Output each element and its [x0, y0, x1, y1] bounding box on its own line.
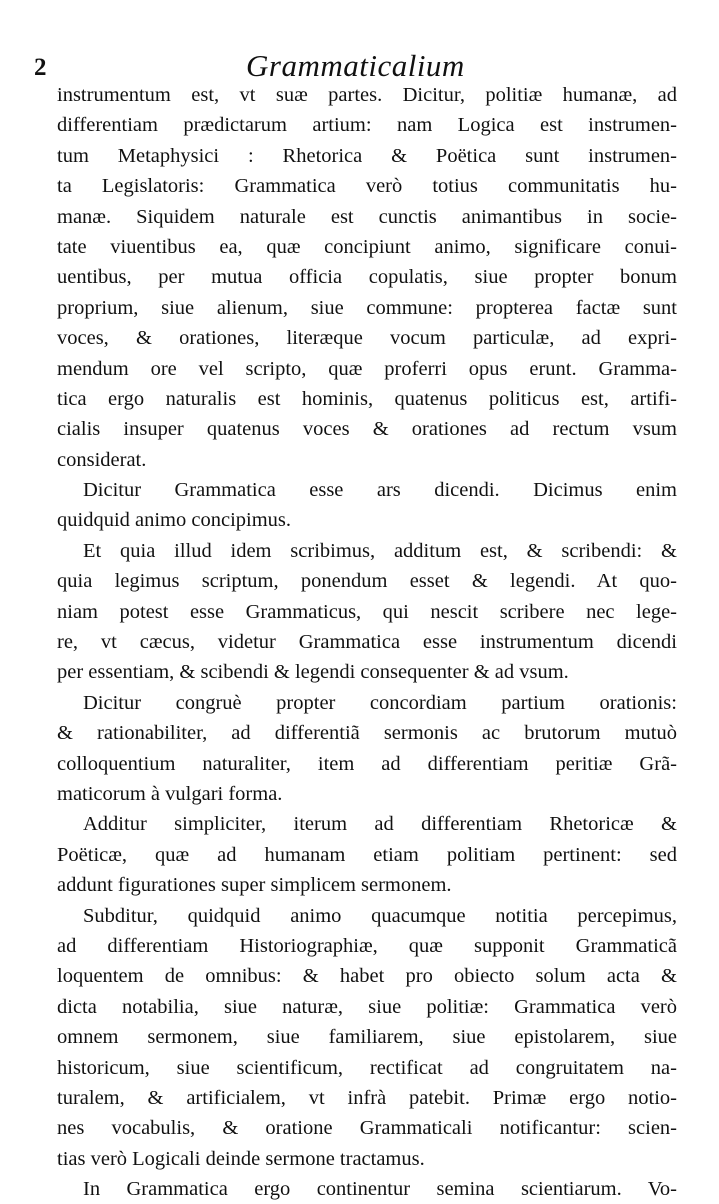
text-line: Subditur, quidquid animo quacumque notitia percepimus, [83, 904, 677, 927]
text-line: niam potest esse Grammaticus, qui nescit scribere nec lege- [57, 600, 677, 623]
text-line: colloquentium naturaliter, item ad differentiam peritiæ Grã- [57, 752, 677, 775]
text-line: differentiam prædictarum artium: nam Logica est instrumen- [57, 114, 677, 137]
page-number: 2 [34, 54, 47, 81]
text-line: omnem sermonem, siue familiarem, siue epistolarem, siue [57, 1026, 677, 1049]
text-line: addunt figurationes super simplicem sermonem. [57, 874, 452, 897]
text-line: Dicitur congruè propter concordiam partium orationis: [83, 691, 677, 714]
text-line: dicta notabilia, siue naturæ, siue politiæ: Grammatica verò [57, 995, 677, 1018]
running-title: Grammaticalium [246, 48, 465, 83]
text-line: Et quia illud idem scribimus, additum est, & scribendi: & [83, 539, 677, 562]
text-line: tate viuentibus ea, quæ concipiunt animo, significare conui- [57, 235, 677, 258]
text-line: tum Metaphysici : Rhetorica & Poëtica sunt instrumen- [57, 144, 677, 167]
body-text [57, 80, 677, 1204]
text-line: re, vt cæcus, videtur Grammatica esse instrumentum dicendi [57, 631, 677, 654]
text-line: turalem, & artificialem, vt infrà patebit. Primæ ergo notio- [57, 1086, 677, 1109]
text-line: mendum ore vel scripto, quæ proferri opus erunt. Gramma- [57, 357, 677, 380]
text-line: per essentiam, & scibendi & legendi consequenter & ad vsum. [57, 661, 569, 684]
text-line: tias verò Logicali deinde sermone tractamus. [57, 1147, 425, 1170]
text-line: loquentem de omnibus: & habet pro obiecto solum acta & [57, 965, 677, 988]
text-line: quia legimus scriptum, ponendum esset & legendi. At quo- [57, 570, 677, 593]
text-line: ta Legislatoris: Grammatica verò totius communitatis hu- [57, 175, 677, 198]
text-line: voces, & orationes, literæque vocum particulæ, ad expri- [57, 327, 677, 350]
text-line: nes vocabulis, & oratione Grammaticali notificantur: scien- [57, 1117, 677, 1140]
text-line: historicum, siue scientificum, rectificat ad congruitatem na- [57, 1056, 677, 1079]
text-line: considerat. [57, 448, 147, 471]
text-line: uentibus, per mutua officia copulatis, siue propter bonum [57, 266, 677, 289]
text-line: manæ. Siquidem naturale est cunctis animantibus in socie- [57, 205, 677, 228]
text-line: & rationabiliter, ad differentiã sermonis ac brutorum mutuò [57, 722, 677, 745]
text-line: proprium, siue alienum, siue commune: propterea factæ sunt [57, 296, 677, 319]
text-line: Poëticæ, quæ ad humanam etiam politiam pertinent: sed [57, 843, 677, 866]
text-line: Additur simpliciter, iterum ad differentiam Rhetoricæ & [83, 813, 677, 836]
text-line: maticorum à vulgari forma. [57, 782, 283, 805]
text-line: ad differentiam Historiographiæ, quæ supponit Grammaticã [57, 934, 677, 957]
text-line: tica ergo naturalis est hominis, quatenus politicus est, artifi- [57, 387, 677, 410]
text-line: cialis insuper quatenus voces & orationes ad rectum vsum [57, 418, 677, 441]
text-line: quidquid animo concipimus. [57, 509, 292, 532]
text-line: instrumentum est, vt suæ partes. Dicitur, politiæ humanæ, ad [57, 84, 677, 106]
text-line: In Grammatica ergo continentur semina scientiarum. Vo- [83, 1178, 677, 1201]
text-line: Dicitur Grammatica esse ars dicendi. Dicimus enim [83, 479, 677, 502]
